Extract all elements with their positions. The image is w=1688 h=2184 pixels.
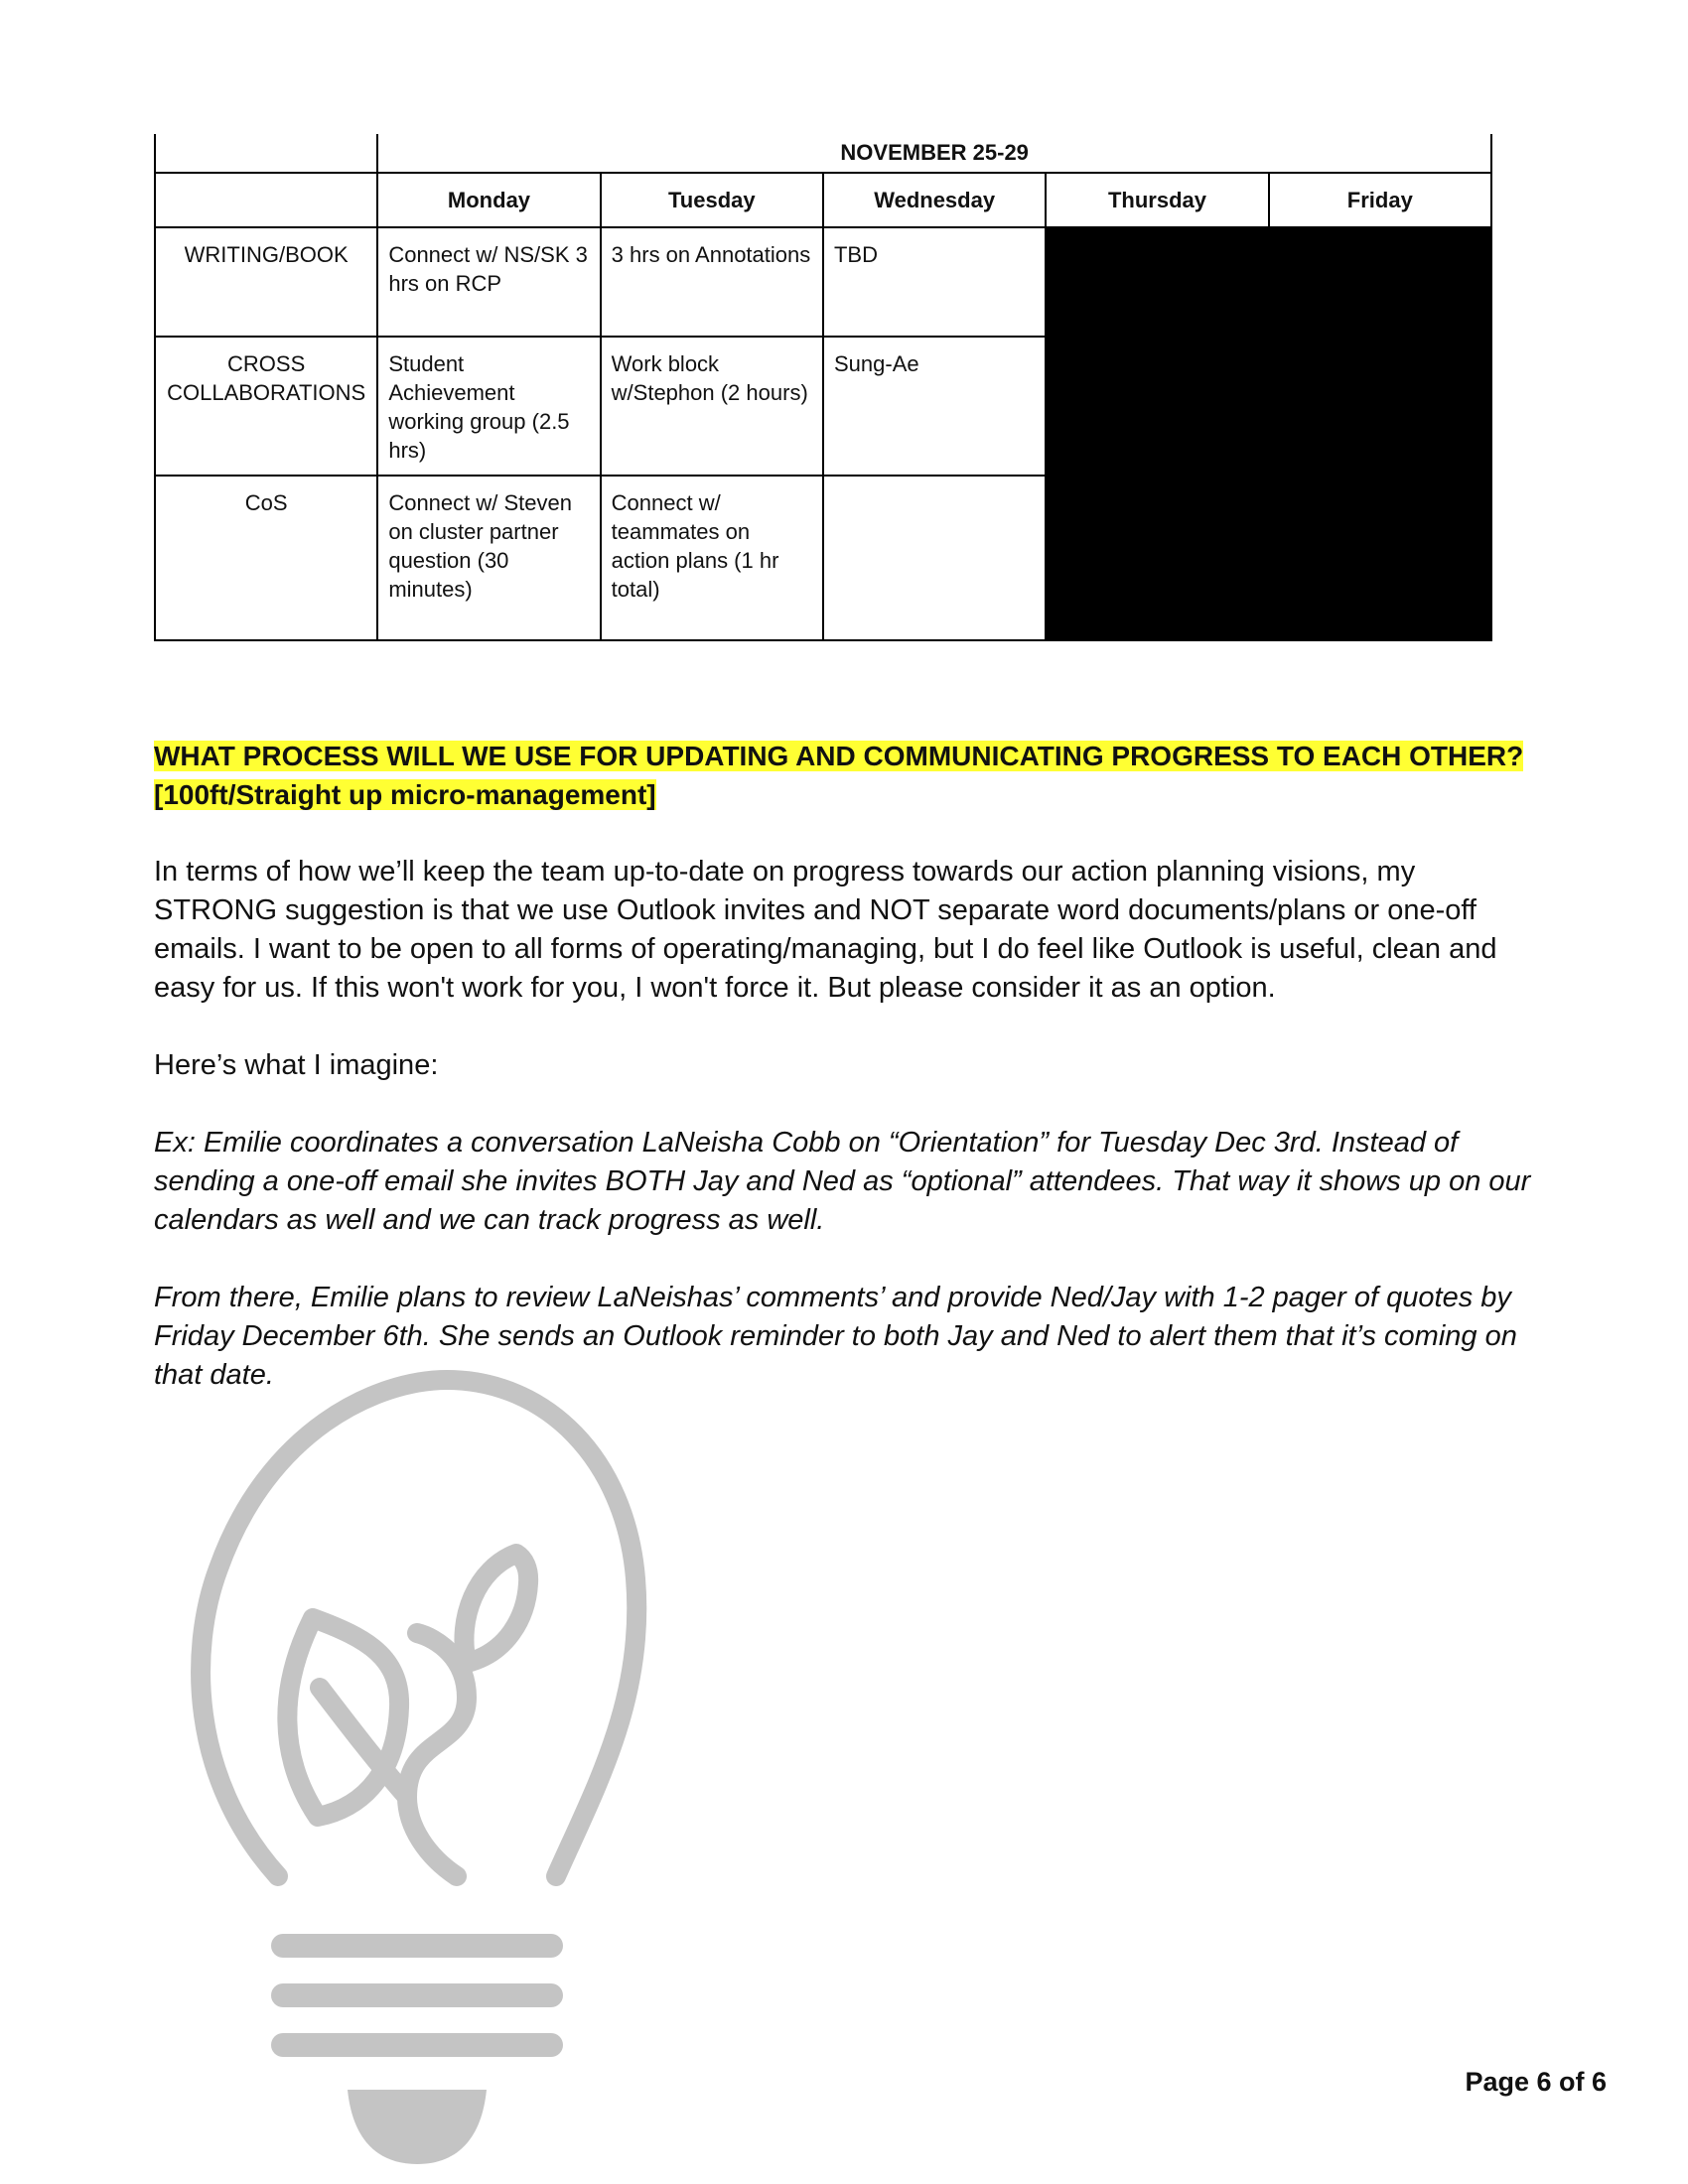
blackout-cell-friday: [1269, 476, 1491, 640]
blackout-cell-thursday: [1046, 227, 1268, 337]
cell-cos-wednesday: [823, 476, 1046, 640]
blackout-cell-thursday: [1046, 337, 1268, 476]
cell-cos-monday: Connect w/ Steven on cluster partner question (30 minutes): [377, 476, 600, 640]
day-header-tuesday: Tuesday: [601, 173, 823, 227]
cell-writing-monday: Connect w/ NS/SK 3 hrs on RCP: [377, 227, 600, 337]
day-header-corner: [155, 173, 377, 227]
schedule-table: [154, 134, 1492, 641]
blackout-cell-friday: [1269, 227, 1491, 337]
example-paragraph-1: Ex: Emilie coordinates a conversation LaNeisha Cobb on “Orientation” for Tuesday Dec 3rd. Instead of sending a one-off email she invites BOTH Jay and Ned as “optional” attendees. That way it shows up on our calendars as well and we can track progress as well.: [154, 1127, 1531, 1236]
blackout-cell-friday: [1269, 337, 1491, 476]
section-heading-highlight: WHAT PROCESS WILL WE USE FOR UPDATING AND COMMUNICATING PROGRESS TO EACH OTHER? [100ft/Straight up micro-management]: [154, 741, 1524, 810]
row-label-writing: WRITING/BOOK: [155, 227, 377, 337]
table-row: [155, 337, 1491, 476]
example-paragraph-2: From there, Emilie plans to review LaNeishas’ comments’ and provide Ned/Jay with 1-2 pager of quotes by Friday December 6th. She sends an Outlook reminder to both Jay and Ned to alert them that it’s coming on that date.: [154, 1282, 1517, 1391]
page-number: Page 6 of 6: [1465, 2067, 1607, 2097]
header-corner-cell: [155, 134, 377, 173]
day-header-monday: Monday: [377, 173, 600, 227]
day-header-friday: Friday: [1269, 173, 1491, 227]
cell-cross-wednesday: Sung-Ae: [823, 337, 1046, 476]
week-label: NOVEMBER 25-29: [377, 134, 1491, 173]
section-heading: [154, 737, 1544, 814]
cell-cross-tuesday: Work block w/Stephon (2 hours): [601, 337, 823, 476]
cell-cos-tuesday: Connect w/ teammates on action plans (1 hr total): [601, 476, 823, 640]
lightbulb-sprout-icon: [169, 1360, 665, 2174]
cell-cross-monday: Student Achievement working group (2.5 hrs): [377, 337, 600, 476]
row-label-cos: CoS: [155, 476, 377, 640]
blackout-cell-thursday: [1046, 476, 1268, 640]
table-row: [155, 476, 1491, 640]
day-header-thursday: Thursday: [1046, 173, 1268, 227]
cell-writing-wednesday: TBD: [823, 227, 1046, 337]
table-row: [155, 227, 1491, 337]
imagine-paragraph: Here’s what I imagine:: [154, 1049, 439, 1081]
day-header-wednesday: Wednesday: [823, 173, 1046, 227]
week-header-row: [155, 134, 1491, 173]
intro-paragraph: In terms of how we’ll keep the team up-to-date on progress towards our action planning visions, my STRONG suggestion is that we use Outlook invites and NOT separate word documents/plans or one-off emails. I want to be open to all forms of operating/managing, but I do feel like Outlook is useful, clean and easy for us. If this won't work for you, I won't force it. But please consider it as an option.: [154, 856, 1497, 1004]
cell-writing-tuesday: 3 hrs on Annotations: [601, 227, 823, 337]
row-label-cross-collaborations: CROSS COLLABORATIONS: [155, 337, 377, 476]
day-header-row: [155, 173, 1491, 227]
